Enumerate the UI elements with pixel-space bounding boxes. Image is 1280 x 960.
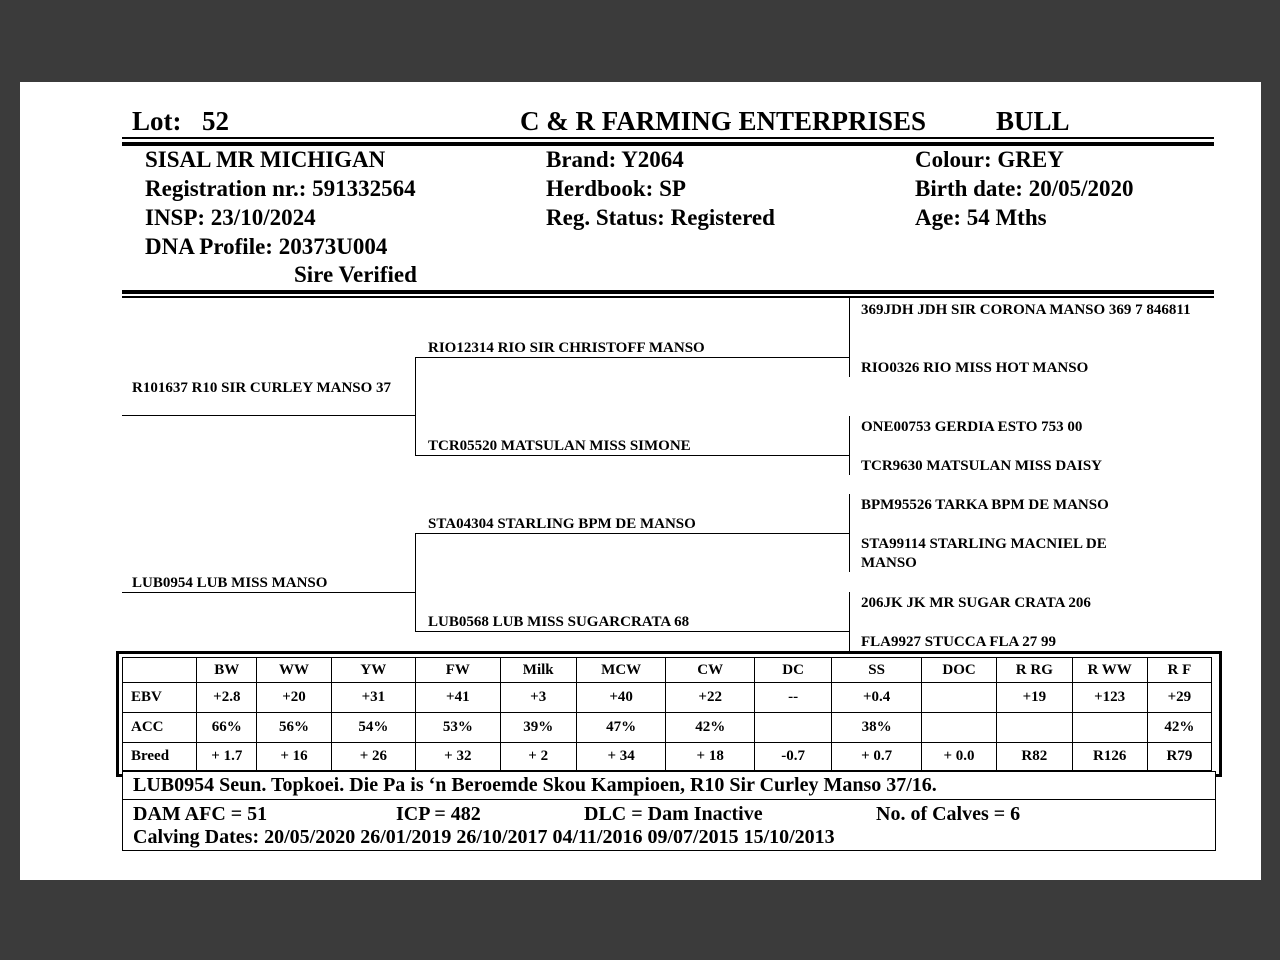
inspection-date: INSP: 23/10/2024 [145,205,316,230]
dam-line [122,592,416,593]
sire-dam-sire: ONE00753 GERDIA ESTO 753 00 [861,419,1083,435]
acc-cell: 56% [257,713,331,743]
breed-cell: R79 [1147,743,1211,771]
acc-cell [754,713,831,743]
ebv-cell: +20 [257,683,331,713]
header-cell [123,658,197,683]
registration-number: Registration nr.: 591332564 [145,176,416,201]
dlc: DLC = Dam Inactive [584,803,763,825]
sire-bracket [415,357,416,456]
acc-cell: 42% [1147,713,1211,743]
ss-bracket [849,298,850,377]
brand: Brand: Y2064 [546,147,684,172]
dam-dam-line [415,631,849,632]
age: Age: 54 Mths [915,205,1047,230]
header-cell: DOC [921,658,996,683]
ebv-cell: +123 [1072,683,1147,713]
header-cell: MCW [576,658,666,683]
breed-row [123,743,1212,771]
comment-text: LUB0954 Seun. Topkoei. Die Pa is ‘n Beroemde Skou Kampioen, R10 Sir Curley Manso 37/16. [133,774,937,796]
dam: LUB0954 LUB MISS MANSO [132,575,328,591]
breed-cell: + 0.0 [921,743,996,771]
acc-row [123,713,1212,743]
sire-sire-dam: RIO0326 RIO MISS HOT MANSO [861,360,1089,376]
ebv-cell: +2.8 [197,683,257,713]
colour: Colour: GREY [915,147,1064,172]
sire-sire-line [415,357,849,358]
acc-cell: 54% [331,713,415,743]
dam-sire-dam: STA99114 STARLING MACNIEL DE MANSO [861,536,1107,571]
sire: R101637 R10 SIR CURLEY MANSO 37 [132,380,392,396]
lot-label: Lot: [132,106,182,136]
header-cell: FW [416,658,500,683]
acc-cell: 47% [576,713,666,743]
sire-sire: RIO12314 RIO SIR CHRISTOFF MANSO [428,340,705,356]
header-rule-bottom [122,142,1214,146]
ebv-cell [921,683,996,713]
header-rule-top [122,137,1214,139]
ebv-cell: -- [754,683,831,713]
lot-number: 52 [202,106,229,136]
breed-cell: -0.7 [754,743,831,771]
herdbook: Herdbook: SP [546,176,686,201]
dam-dam-sire: 206JK JK MR SUGAR CRATA 206 [861,595,1091,611]
sire-dam: TCR05520 MATSULAN MISS SIMONE [428,438,691,454]
registration-status: Reg. Status: Registered [546,205,775,230]
dam-dam-dam: FLA9927 STUCCA FLA 27 99 [861,634,1057,650]
breed-cell: + 26 [331,743,415,771]
ebv-cell: +0.4 [832,683,922,713]
acc-cell: 53% [416,713,500,743]
calving-dates: Calving Dates: 20/05/2020 26/01/2019 26/10/2017 04/11/2016 09/07/2015 15/10/2013 [133,826,835,848]
dam-afc: DAM AFC = 51 [133,803,268,825]
header-cell: DC [754,658,831,683]
acc-cell: 38% [832,713,922,743]
animal-sex: BULL [996,106,1070,136]
dna-profile: DNA Profile: 20373U004 [145,234,388,259]
breed-cell: R126 [1072,743,1147,771]
header-cell: WW [257,658,331,683]
breed-cell: + 0.7 [832,743,922,771]
animal-name: SISAL MR MICHIGAN [145,147,386,172]
dam-sire: STA04304 STARLING BPM DE MANSO [428,516,696,532]
acc-cell [997,713,1072,743]
ds-bracket [849,494,850,572]
header-cell: BW [197,658,257,683]
ebv-cell: +31 [331,683,415,713]
ebv-table [122,657,1212,771]
header-cell: R WW [1072,658,1147,683]
ebv-cell: +40 [576,683,666,713]
row-label: EBV [123,683,197,713]
sd-bracket [849,416,850,475]
ebv-cell: +22 [666,683,755,713]
details-rule-top [122,290,1214,294]
breeder-name: C & R FARMING ENTERPRISES [520,106,927,136]
number-of-calves: No. of Calves = 6 [876,803,1021,825]
dam-dam: LUB0568 LUB MISS SUGARCRATA 68 [428,614,690,630]
breed-cell: R82 [997,743,1072,771]
row-label: Breed [123,743,197,771]
sire-dam-dam: TCR9630 MATSULAN MISS DAISY [861,458,1103,474]
details-rule-bottom [122,296,1214,298]
acc-cell: 39% [500,713,576,743]
acc-cell: 66% [197,713,257,743]
icp: ICP = 482 [396,803,481,825]
ebv-cell: +19 [997,683,1072,713]
header-cell: R F [1147,658,1211,683]
dam-bracket [415,533,416,631]
comment-box [122,771,1216,801]
ebv-cell: +29 [1147,683,1211,713]
breed-cell: + 1.7 [197,743,257,771]
header-cell: R RG [997,658,1072,683]
acc-cell [921,713,996,743]
ebv-cell: +41 [416,683,500,713]
breed-cell: + 32 [416,743,500,771]
header-cell: SS [832,658,922,683]
ebv-row [123,683,1212,713]
breed-cell: + 34 [576,743,666,771]
acc-cell: 42% [666,713,755,743]
dam-sire-sire: BPM95526 TARKA BPM DE MANSO [861,497,1109,513]
header-cell: YW [331,658,415,683]
row-label: ACC [123,713,197,743]
header-cell: CW [666,658,755,683]
ebv-header-row [123,658,1212,683]
sire-sire-sire: 369JDH JDH SIR CORONA MANSO 369 7 846811 [861,302,1191,318]
breed-cell: + 2 [500,743,576,771]
acc-cell [1072,713,1147,743]
sire-dam-line [415,455,849,456]
breed-cell: + 18 [666,743,755,771]
ebv-cell: +3 [500,683,576,713]
dna-status: Sire Verified [294,262,417,287]
header-cell: Milk [500,658,576,683]
dam-stats-box [122,799,1216,851]
dd-bracket [849,592,850,652]
dam-sire-line [415,533,849,534]
birth-date: Birth date: 20/05/2020 [915,176,1134,201]
sire-line [122,415,416,416]
breed-cell: + 16 [257,743,331,771]
